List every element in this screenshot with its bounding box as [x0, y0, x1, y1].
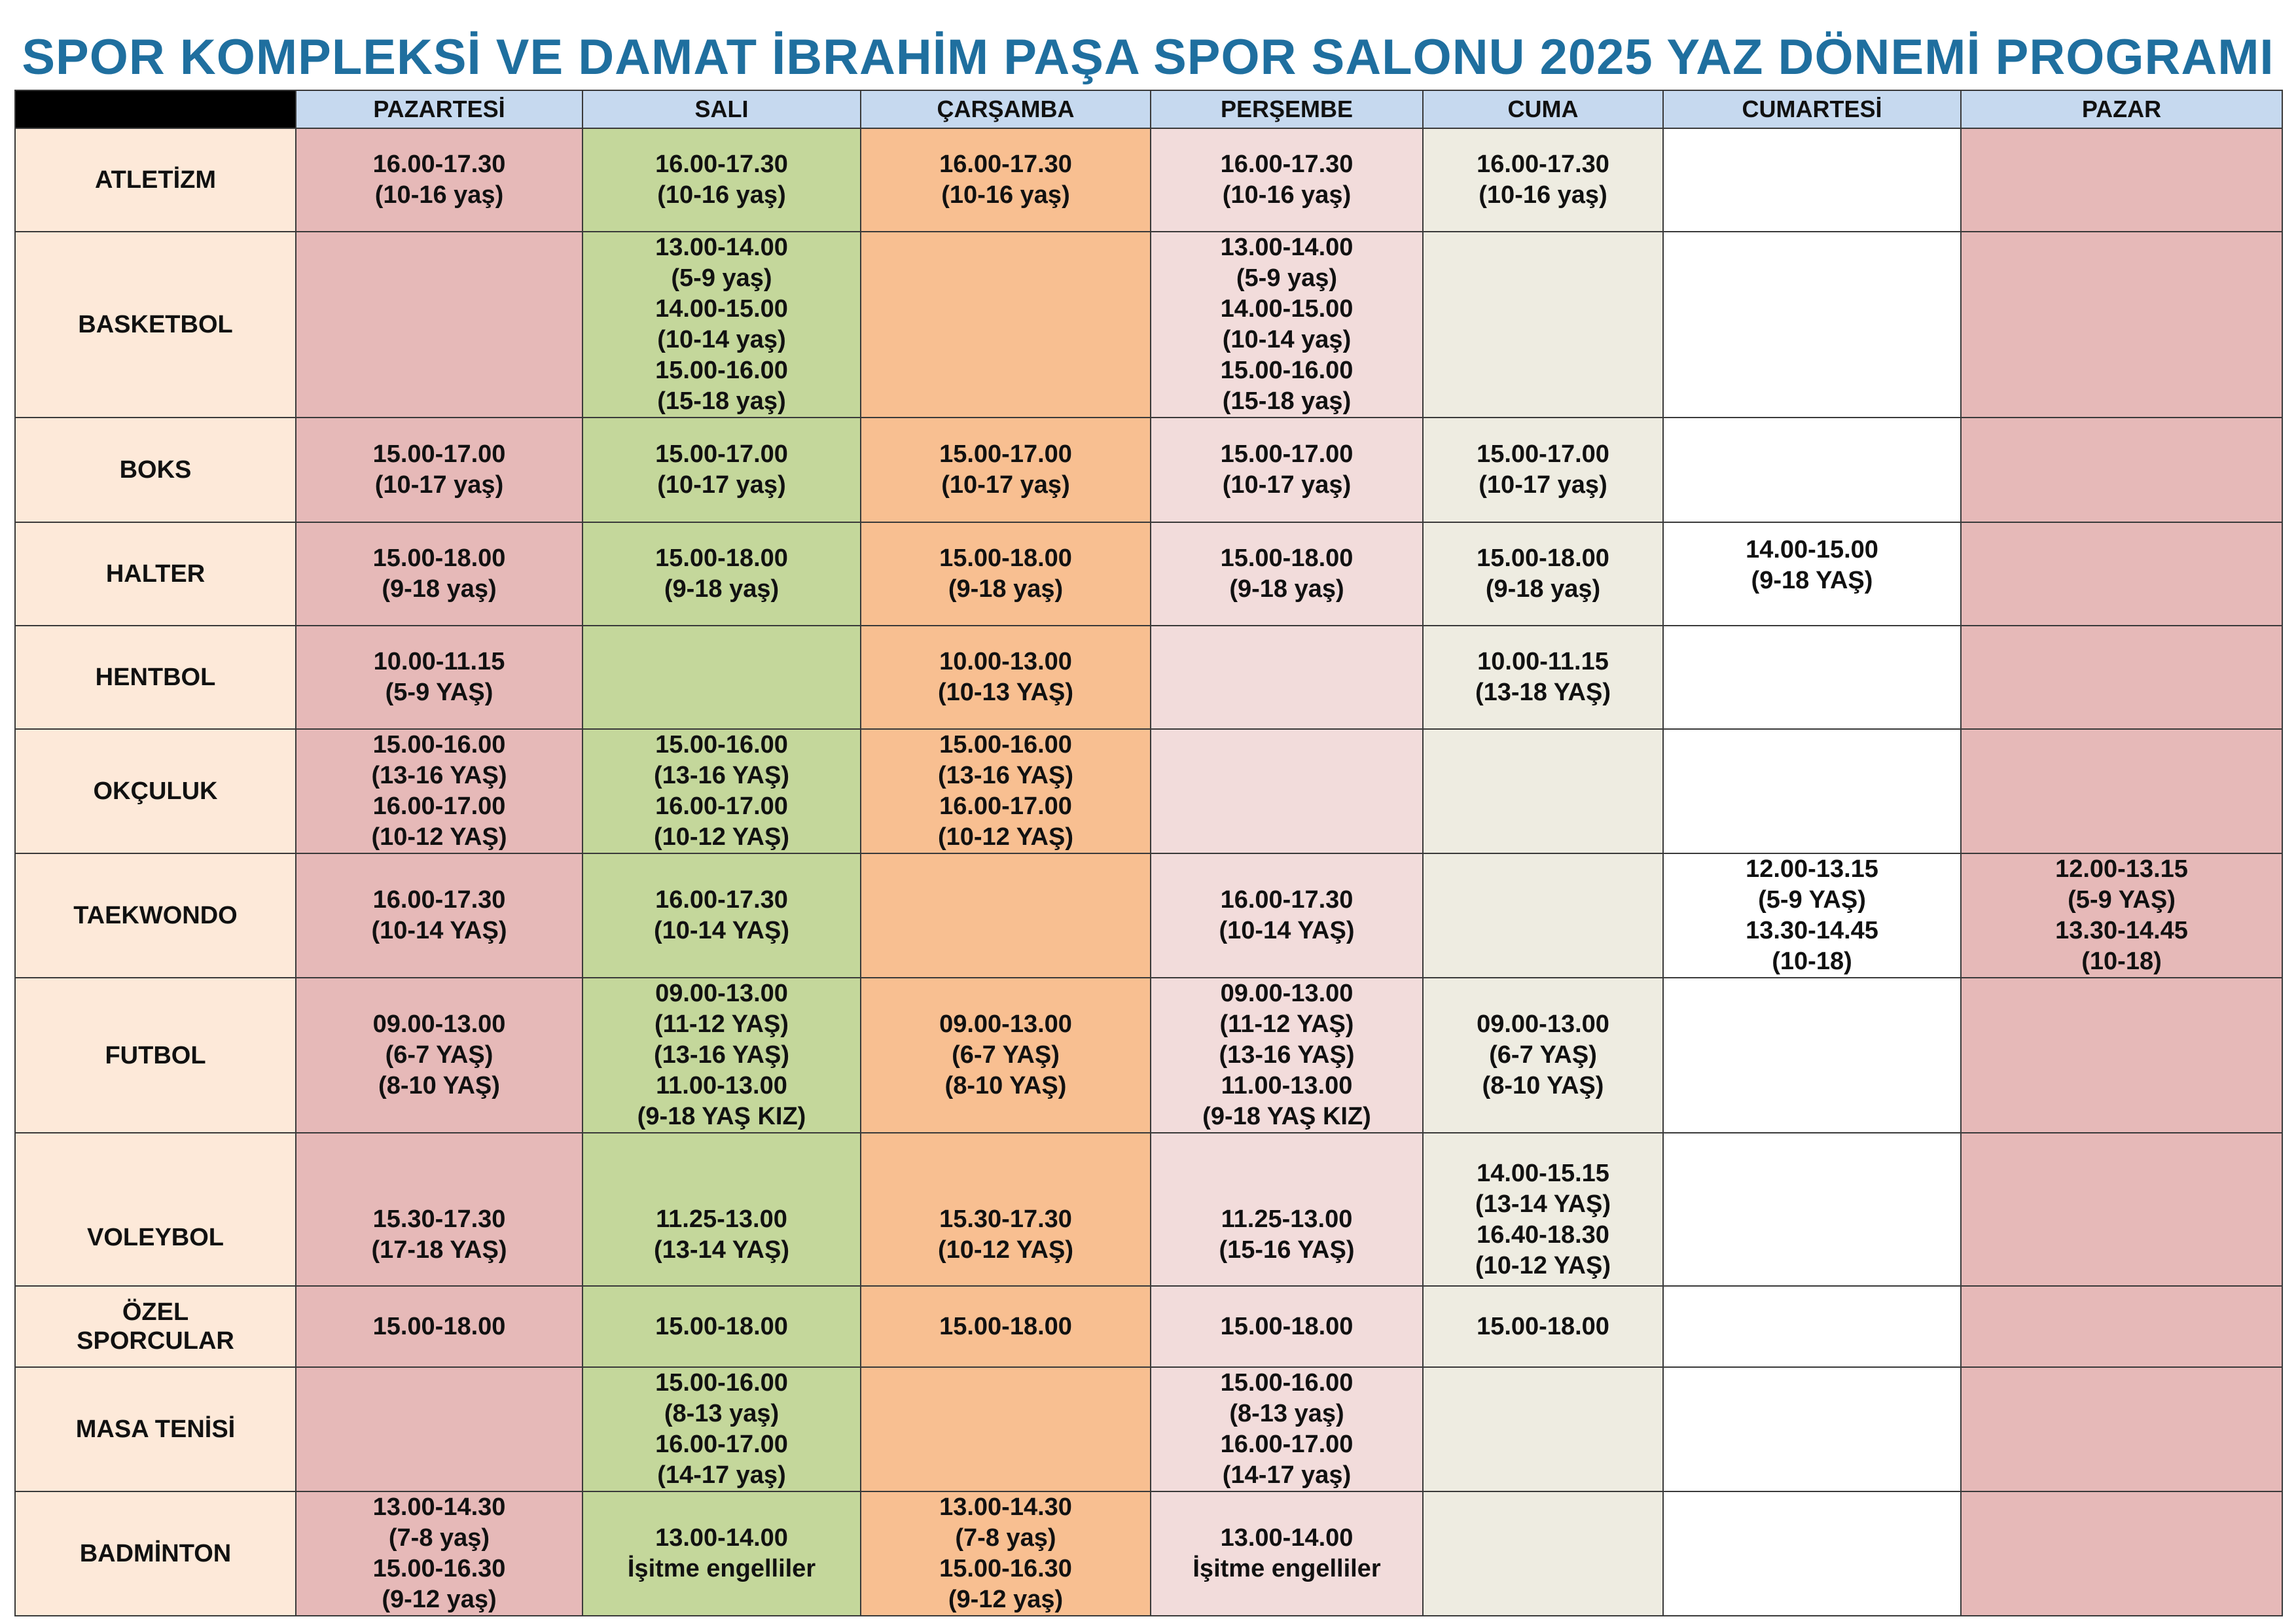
schedule-cell: 15.00-16.00 (13-16 YAŞ) 16.00-17.00 (10-12 YAŞ)	[583, 729, 861, 853]
row-hentbol	[15, 626, 2282, 729]
page-title: SPOR KOMPLEKSİ VE DAMAT İBRAHİM PAŞA SPOR SALONU 2025 YAZ DÖNEMİ PROGRAMI	[22, 29, 2274, 85]
schedule-cell: 11.25-13.00 (15-16 YAŞ)	[1151, 1133, 1423, 1286]
schedule-cell	[1423, 1367, 1663, 1491]
schedule-cell: 15.00-18.00	[861, 1286, 1151, 1367]
schedule-cell	[1663, 1286, 1961, 1367]
schedule-cell: 13.00-14.30 (7-8 yaş) 15.00-16.30 (9-12 yaş)	[861, 1491, 1151, 1616]
schedule-cell	[1423, 1491, 1663, 1616]
row-boks	[15, 418, 2282, 522]
schedule-cell: 15.00-17.00 (10-17 yaş)	[861, 418, 1151, 522]
schedule-cell	[1961, 1133, 2282, 1286]
schedule-cell	[1663, 978, 1961, 1133]
schedule-cell: 15.00-17.00 (10-17 yaş)	[1423, 418, 1663, 522]
schedule-cell: 09.00-13.00 (6-7 YAŞ) (8-10 YAŞ)	[296, 978, 583, 1133]
schedule-cell	[1961, 232, 2282, 418]
schedule-cell: 13.00-14.00 (5-9 yaş) 14.00-15.00 (10-14 yaş) 15.00-16.00 (15-18 yaş)	[1151, 232, 1423, 418]
schedule-cell: 13.00-14.00 İşitme engelliler	[1151, 1491, 1423, 1616]
row-badminton	[15, 1491, 2282, 1616]
schedule-cell: 13.00-14.30 (7-8 yaş) 15.00-16.30 (9-12 yaş)	[296, 1491, 583, 1616]
row-okculuk	[15, 729, 2282, 853]
sport-label: HALTER	[15, 522, 296, 626]
schedule-cell: 09.00-13.00 (11-12 YAŞ) (13-16 YAŞ) 11.00-13.00 (9-18 YAŞ KIZ)	[1151, 978, 1423, 1133]
row-halter	[15, 522, 2282, 626]
schedule-cell	[1663, 232, 1961, 418]
schedule-cell: 09.00-13.00 (11-12 YAŞ) (13-16 YAŞ) 11.00-13.00 (9-18 YAŞ KIZ)	[583, 978, 861, 1133]
schedule-cell	[296, 232, 583, 418]
schedule-cell: 16.00-17.30 (10-14 YAŞ)	[296, 853, 583, 978]
schedule-cell: 15.00-18.00 (9-18 yaş)	[861, 522, 1151, 626]
day-header-friday: CUMA	[1423, 90, 1663, 128]
schedule-cell: 15.00-18.00 (9-18 yaş)	[296, 522, 583, 626]
schedule-cell: 15.00-18.00	[1151, 1286, 1423, 1367]
row-taekwondo	[15, 853, 2282, 978]
schedule-cell: 16.00-17.30 (10-16 yaş)	[583, 128, 861, 232]
schedule-cell: 09.00-13.00 (6-7 YAŞ) (8-10 YAŞ)	[861, 978, 1151, 1133]
sport-label: HENTBOL	[15, 626, 296, 729]
row-atletizm	[15, 128, 2282, 232]
schedule-cell: 16.00-17.30 (10-14 YAŞ)	[583, 853, 861, 978]
schedule-cell	[1663, 1367, 1961, 1491]
schedule-cell	[1961, 522, 2282, 626]
schedule-cell	[861, 232, 1151, 418]
schedule-cell: 15.00-18.00	[296, 1286, 583, 1367]
schedule-cell	[1423, 232, 1663, 418]
schedule-cell	[1663, 418, 1961, 522]
schedule-cell	[1663, 626, 1961, 729]
sport-label: VOLEYBOL	[15, 1133, 296, 1286]
row-masa-tenisi	[15, 1367, 2282, 1491]
schedule-cell	[1961, 978, 2282, 1133]
schedule-cell: 13.00-14.00 İşitme engelliler	[583, 1491, 861, 1616]
day-header-thursday: PERŞEMBE	[1151, 90, 1423, 128]
schedule-cell	[1961, 729, 2282, 853]
schedule-cell: 15.00-16.00 (8-13 yaş) 16.00-17.00 (14-17 yaş)	[583, 1367, 861, 1491]
schedule-cell: 16.00-17.30 (10-16 yaş)	[1423, 128, 1663, 232]
schedule-cell	[1961, 128, 2282, 232]
day-header-tuesday: SALI	[583, 90, 861, 128]
schedule-cell: 15.00-16.00 (8-13 yaş) 16.00-17.00 (14-17 yaş)	[1151, 1367, 1423, 1491]
schedule-cell	[1151, 626, 1423, 729]
schedule-cell: 16.00-17.30 (10-14 YAŞ)	[1151, 853, 1423, 978]
schedule-cell	[296, 1367, 583, 1491]
day-header-monday: PAZARTESİ	[296, 90, 583, 128]
schedule-cell: 10.00-11.15 (13-18 YAŞ)	[1423, 626, 1663, 729]
schedule-cell	[1961, 1491, 2282, 1616]
schedule-cell: 10.00-11.15 (5-9 YAŞ)	[296, 626, 583, 729]
schedule-cell	[1663, 1491, 1961, 1616]
schedule-cell	[861, 853, 1151, 978]
schedule-cell: 16.00-17.30 (10-16 yaş)	[1151, 128, 1423, 232]
corner-cell	[15, 90, 296, 128]
schedule-cell: 15.00-18.00 (9-18 yaş)	[1423, 522, 1663, 626]
schedule-cell: 13.00-14.00 (5-9 yaş) 14.00-15.00 (10-14 yaş) 15.00-16.00 (15-18 yaş)	[583, 232, 861, 418]
schedule-cell: 15.00-16.00 (13-16 YAŞ) 16.00-17.00 (10-12 YAŞ)	[861, 729, 1151, 853]
schedule-cell	[1423, 853, 1663, 978]
schedule-cell	[1663, 128, 1961, 232]
schedule-cell: 15.00-17.00 (10-17 yaş)	[1151, 418, 1423, 522]
schedule-cell: 15.00-17.00 (10-17 yaş)	[296, 418, 583, 522]
schedule-cell: 15.00-18.00 (9-18 yaş)	[1151, 522, 1423, 626]
schedule-cell: 09.00-13.00 (6-7 YAŞ) (8-10 YAŞ)	[1423, 978, 1663, 1133]
schedule-cell: 15.00-18.00 (9-18 yaş)	[583, 522, 861, 626]
sport-label: ATLETİZM	[15, 128, 296, 232]
schedule-cell: 15.00-17.00 (10-17 yaş)	[583, 418, 861, 522]
schedule-cell	[1151, 729, 1423, 853]
row-ozel-sporcular	[15, 1286, 2282, 1367]
sport-label: BOKS	[15, 418, 296, 522]
schedule-cell: 12.00-13.15 (5-9 YAŞ) 13.30-14.45 (10-18)	[1961, 853, 2282, 978]
day-header-saturday: CUMARTESİ	[1663, 90, 1961, 128]
schedule-cell	[1663, 729, 1961, 853]
schedule-cell	[1961, 1367, 2282, 1491]
schedule-cell: 15.00-18.00	[1423, 1286, 1663, 1367]
schedule-cell: 14.00-15.15 (13-14 YAŞ) 16.40-18.30 (10-12 YAŞ)	[1423, 1133, 1663, 1286]
row-voleybol	[15, 1133, 2282, 1286]
schedule-cell: 15.00-16.00 (13-16 YAŞ) 16.00-17.00 (10-12 YAŞ)	[296, 729, 583, 853]
schedule-cell: 15.00-18.00	[583, 1286, 861, 1367]
schedule-cell: 15.30-17.30 (10-12 YAŞ)	[861, 1133, 1151, 1286]
schedule-cell	[1961, 418, 2282, 522]
schedule-cell: 14.00-15.00 (9-18 YAŞ)	[1663, 522, 1961, 626]
day-header-sunday: PAZAR	[1961, 90, 2282, 128]
sport-label: FUTBOL	[15, 978, 296, 1133]
schedule-cell	[861, 1367, 1151, 1491]
schedule-cell	[1961, 1286, 2282, 1367]
schedule-cell	[1663, 1133, 1961, 1286]
row-futbol	[15, 978, 2282, 1133]
sport-label: TAEKWONDO	[15, 853, 296, 978]
sport-label: BASKETBOL	[15, 232, 296, 418]
schedule-cell	[583, 626, 861, 729]
sport-label: OKÇULUK	[15, 729, 296, 853]
sport-label: BADMİNTON	[15, 1491, 296, 1616]
schedule-cell	[1961, 626, 2282, 729]
schedule-cell: 10.00-13.00 (10-13 YAŞ)	[861, 626, 1151, 729]
schedule-cell: 11.25-13.00 (13-14 YAŞ)	[583, 1133, 861, 1286]
row-basketbol	[15, 232, 2282, 418]
sport-label: MASA TENİSİ	[15, 1367, 296, 1491]
sport-label: ÖZEL SPORCULAR	[15, 1286, 296, 1367]
header-row	[15, 90, 2282, 128]
schedule-table	[14, 90, 2283, 1616]
schedule-cell: 16.00-17.30 (10-16 yaş)	[861, 128, 1151, 232]
schedule-cell: 16.00-17.30 (10-16 yaş)	[296, 128, 583, 232]
schedule-cell	[1423, 729, 1663, 853]
schedule-cell: 12.00-13.15 (5-9 YAŞ) 13.30-14.45 (10-18)	[1663, 853, 1961, 978]
schedule-cell: 15.30-17.30 (17-18 YAŞ)	[296, 1133, 583, 1286]
day-header-wednesday: ÇARŞAMBA	[861, 90, 1151, 128]
